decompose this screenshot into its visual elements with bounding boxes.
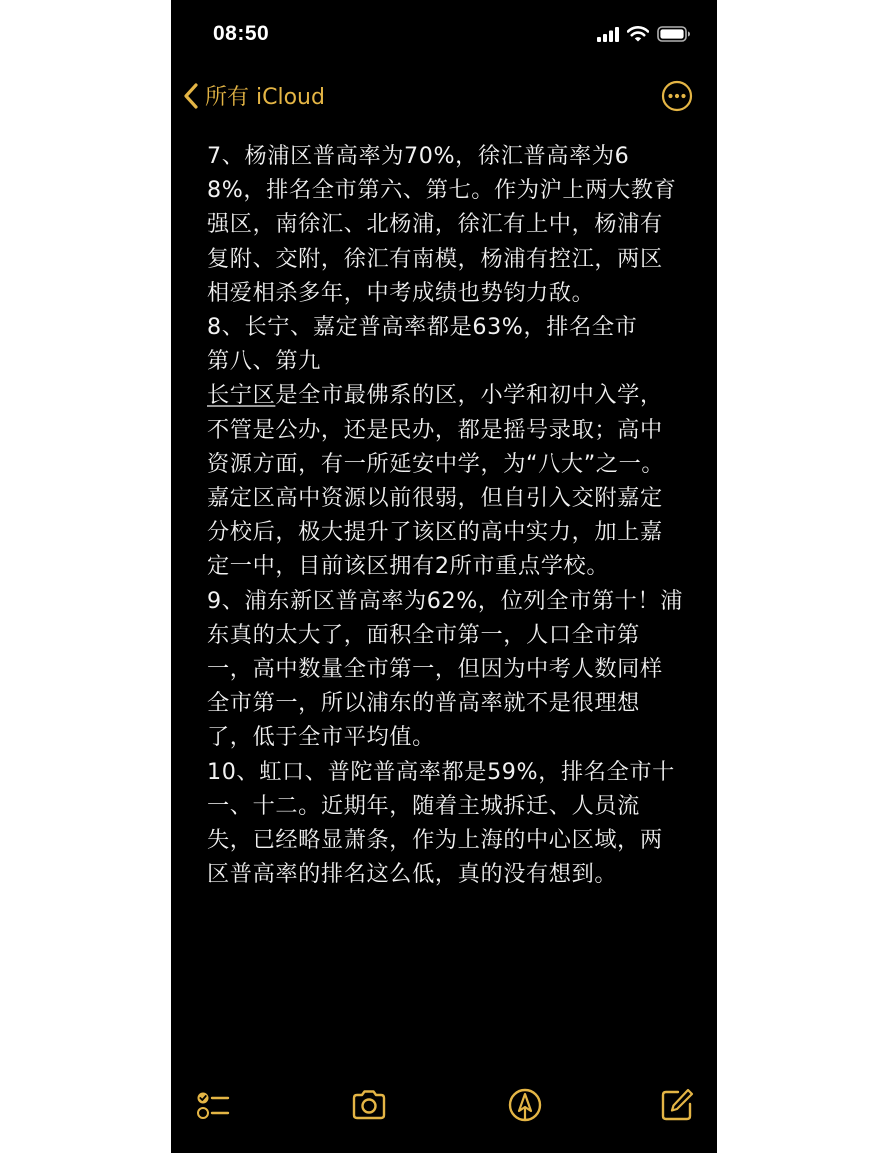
note-paragraph <box>207 378 685 481</box>
wifi-icon <box>627 26 649 42</box>
note-paragraph: 10、虹口、普陀普高率都是59%，排名全市十一、十二。近期年，随着主城拆迁、人员流失，已经略显萧条，作为上海的中心区域，两区普高率的排名这么低，真的没有想到。 <box>207 758 675 888</box>
note-text: 是全市最佛系的区，小学和初中入学，不管是公办，还是民办，都是摇号录取；高中资源方面，有一所延安中学，为“八大”之一。 <box>207 382 665 477</box>
camera-button[interactable] <box>350 1086 388 1124</box>
compose-icon <box>658 1086 696 1124</box>
note-paragraph: 第八、第九 <box>207 348 321 375</box>
note-link[interactable]: 长宁区 <box>207 382 276 409</box>
signal-icon <box>597 27 619 42</box>
chevron-left-icon <box>183 82 199 110</box>
compose-button[interactable] <box>658 1086 696 1124</box>
notes-app-screen <box>171 0 717 1153</box>
back-button[interactable] <box>183 80 325 111</box>
note-paragraph: 7、杨浦区普高率为70%，徐汇普高率为68%，排名全市第六、第七。作为沪上两大教育强区，南徐汇、北杨浦，徐汇有上中，杨浦有复附、交附，徐汇有南模，杨浦有控江，两区相爱相杀多年，中考成绩也势钧力敌。 <box>207 143 677 306</box>
status-icons <box>597 26 691 42</box>
more-options-button[interactable] <box>661 80 693 112</box>
note-paragraph: 8、长宁、嘉定普高率都是63%，排名全市 <box>207 314 638 341</box>
navigation-bar <box>171 76 717 120</box>
battery-icon <box>657 26 691 42</box>
markup-button[interactable] <box>506 1086 544 1124</box>
note-paragraph: 嘉定区高中资源以前很弱，但自引入交附嘉定分校后，极大提升了该区的高中实力，加上嘉定一中，目前该区拥有2所市重点学校。 <box>207 485 663 580</box>
markup-pen-icon <box>506 1086 544 1124</box>
checklist-button[interactable] <box>193 1086 231 1124</box>
note-body[interactable] <box>207 139 685 891</box>
status-time: 08:50 <box>213 22 270 45</box>
checklist-icon <box>193 1086 231 1124</box>
camera-icon <box>350 1086 388 1124</box>
bottom-toolbar <box>171 1082 717 1128</box>
note-paragraph: 9、浦东新区普高率为62%，位列全市第十！浦东真的太大了，面积全市第一，人口全市第一，高中数量全市第一，但因为中考人数同样全市第一，所以浦东的普高率就不是很理想了，低于全市平均值。 <box>207 587 684 751</box>
status-bar <box>171 0 717 70</box>
ellipsis-circle-icon <box>661 80 693 112</box>
back-button-label: 所有 iCloud <box>205 85 325 110</box>
